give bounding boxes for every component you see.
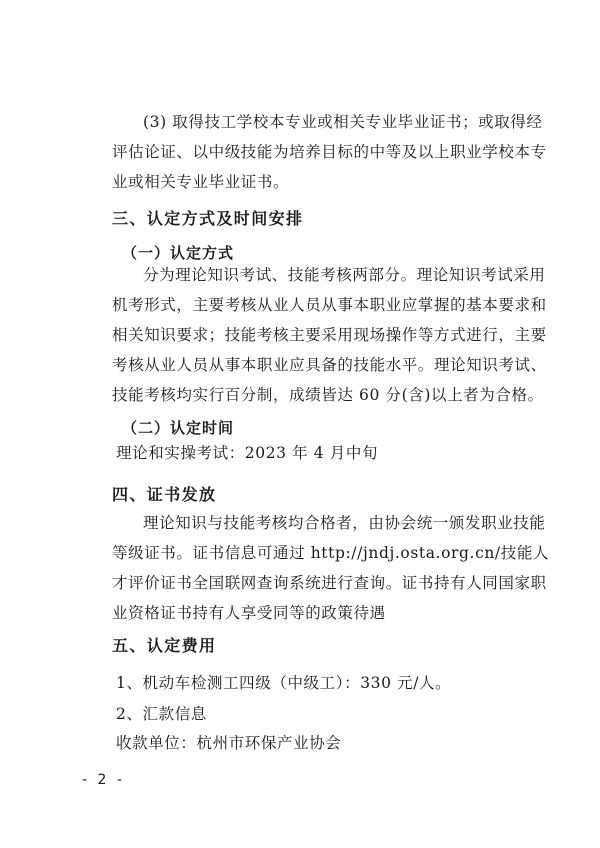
section-4-heading: 四、证书发放 xyxy=(112,485,217,504)
fee-line: 1、机动车检测工四级（中级工）：330 元/人。 xyxy=(116,674,452,692)
page-number: - 2 - xyxy=(82,772,125,788)
payee-line: 收款单位：杭州市环保产业协会 xyxy=(116,734,342,752)
subsection-1-heading: （一）认定方式 xyxy=(122,244,235,262)
paragraph-assessment-method: 分为理论知识考试、技能考核两部分。理论知识考试采用机考形式，主要考核从业人员从事本职业应掌握的基本要求和相关知识要求；技能考核主要采用现场操作等方式进行，主要考核从业人员从事本职业应具备的技能水平。理论知识考试、技能考核均实行百分制，成绩皆达 60 分(含)以上者为合格。 xyxy=(112,266,547,404)
paragraph-certificate-issuance: 理论知识与技能考核均合格者，由协会统一颁发职业技能等级证书。证书信息可通过 http://jndj.osta.org.cn/技能人才评价证书全国联网查询系统进行查询。证书持有人同国家职业资格证书持有人享受同等的政策待遇 xyxy=(112,514,550,622)
paragraph-qualification-3: (3) 取得技工学校本专业或相关专业毕业证书；或取得经评估论证、以中级技能为培养目标的中等及以上职业学校本专业或相关专业毕业证书。 xyxy=(112,113,547,191)
section-3-heading: 三、认定方式及时间安排 xyxy=(112,209,304,228)
section-5-heading: 五、认定费用 xyxy=(112,636,217,655)
exam-time-line: 理论和实操考试：2023 年 4 月中旬 xyxy=(116,444,379,462)
remittance-info-line: 2、汇款信息 xyxy=(116,705,207,723)
subsection-2-heading: （二）认定时间 xyxy=(122,419,235,437)
